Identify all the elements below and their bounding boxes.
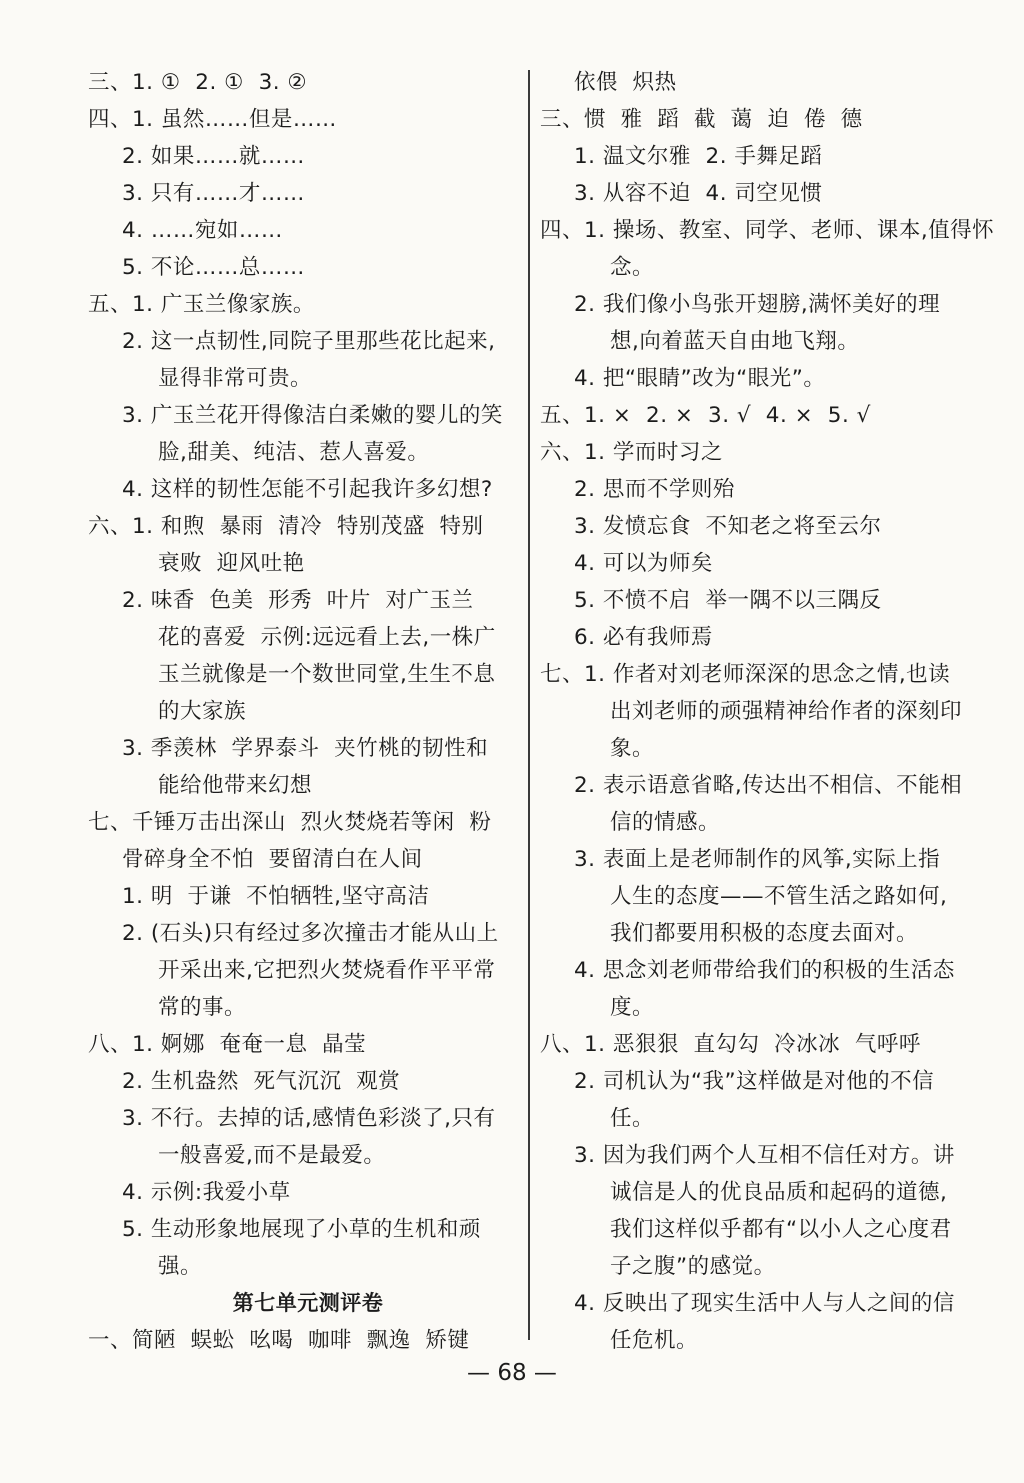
answer-line: 2. 我们像小鸟张开翅膀,满怀美好的理 [574,292,941,317]
answer-line: 2. 生机盎然 死气沉沉 观赏 [122,1069,401,1094]
answer-line: 度。 [610,995,655,1020]
answer-line: 3. 季羡林 学界泰斗 夹竹桃的韧性和 [122,736,489,761]
answer-line: 4. 反映出了现实生活中人与人之间的信 [574,1291,955,1316]
answer-line: 显得非常可贵。 [158,366,313,391]
answer-line: 3. 发愤忘食 不知老之将至云尔 [574,514,882,539]
answer-line: 想,向着蓝天自由地飞翔。 [610,329,860,354]
answer-line: 四、1. 操场、教室、同学、老师、课本,值得怀 [540,218,995,243]
answer-line: 我们这样似乎都有“以小人之心度君 [610,1217,952,1242]
answer-line: 3. 从容不迫 4. 司空见惯 [574,181,823,206]
answer-line: 2. 思而不学则殆 [574,477,735,502]
answer-line: 衰败 迎风吐艳 [158,551,305,576]
column-divider [528,70,530,1340]
answer-line: 任。 [610,1106,655,1131]
answer-line: 子之腹”的感觉。 [610,1254,776,1279]
answer-line: 强。 [158,1254,203,1279]
answer-line: 玉兰就像是一个数世同堂,生生不息 [158,662,496,687]
answer-line: 五、1. × 2. × 3. √ 4. × 5. √ [540,403,871,428]
answer-line: 七、1. 作者对刘老师深深的思念之情,也读 [540,662,951,687]
answer-line: 2. 司机认为“我”这样做是对他的不信 [574,1069,935,1094]
answer-line: 七、千锤万击出深山 烈火焚烧若等闲 粉 [88,810,492,835]
answer-line: 3. 表面上是老师制作的风筝,实际上指 [574,847,941,872]
answer-line: 一、简陋 蜈蚣 吆喝 咖啡 飘逸 矫键 [88,1328,470,1353]
answer-line: 信的情感。 [610,810,721,835]
answer-line: 4. ……宛如…… [122,218,283,243]
answer-line: 六、1. 学而时习之 [540,440,723,465]
answer-line: 2. (石头)只有经过多次撞击才能从山上 [122,921,499,946]
answer-line: 1. 明 于谦 不怕牺牲,坚守高洁 [122,884,430,909]
answer-line: 5. 不愤不启 举一隅不以三隅反 [574,588,882,613]
answer-line: 人生的态度——不管生活之路如何, [610,884,948,909]
answer-line: 3. 只有……才…… [122,181,305,206]
answer-line: 依偎 炽热 [574,70,677,95]
answer-line: 任危机。 [610,1328,699,1353]
answer-line: 三、惯 雅 蹈 截 蔼 迫 倦 德 [540,107,863,132]
answer-line: 三、1. ① 2. ① 3. ② [88,70,308,95]
answer-line: 2. 表示语意省略,传达出不相信、不能相 [574,773,963,798]
answer-line: 能给他带来幻想 [158,773,313,798]
answer-line: 4. 示例:我爱小草 [122,1180,291,1205]
answer-line: 五、1. 广玉兰像家族。 [88,292,315,317]
left-column [88,64,528,1359]
answer-line: 一般喜爱,而不是最爱。 [158,1143,386,1168]
right-column [540,64,995,1359]
section-heading: 第七单元测评卷 [232,1291,384,1315]
answer-line: 八、1. 恶狠狠 直勾勾 冷冰冰 气呼呼 [540,1032,921,1057]
answer-line: 开采出来,它把烈火焚烧看作平平常 [158,958,496,983]
answer-line: 的大家族 [158,699,247,724]
answer-line: 5. 生动形象地展现了小草的生机和顽 [122,1217,481,1242]
answer-line: 4. 这样的韧性怎能不引起我许多幻想? [122,477,493,502]
answer-line: 4. 把“眼睛”改为“眼光”。 [574,366,826,391]
answer-line: 4. 可以为师矣 [574,551,713,576]
answer-line: 脸,甜美、纯洁、惹人喜爱。 [158,440,430,465]
answer-line: 六、1. 和煦 暴雨 清冷 特别茂盛 特别 [88,514,484,539]
answer-line: 四、1. 虽然……但是…… [88,107,337,132]
answer-line: 我们都要用积极的态度去面对。 [610,921,919,946]
answer-line: 3. 不行。去掉的话,感情色彩淡了,只有 [122,1106,496,1131]
answer-line: 5. 不论……总…… [122,255,305,280]
answer-line: 6. 必有我师焉 [574,625,713,650]
answer-line: 花的喜爱 示例:远远看上去,一株广 [158,625,496,650]
answer-line: 念。 [610,255,655,280]
answer-line: 1. 温文尔雅 2. 手舞足蹈 [574,144,823,169]
answer-line: 骨碎身全不怕 要留清白在人间 [122,847,423,872]
answer-line: 2. 如果……就…… [122,144,305,169]
answer-line: 八、1. 婀娜 奄奄一息 晶莹 [88,1032,367,1057]
answer-line: 4. 思念刘老师带给我们的积极的生活态 [574,958,955,983]
answer-line: 出刘老师的顽强精神给作者的深刻印 [610,699,963,724]
answer-line: 常的事。 [158,995,247,1020]
answer-line: 3. 广玉兰花开得像洁白柔嫩的婴儿的笑 [122,403,503,428]
answer-line: 诚信是人的优良品质和起码的道德, [610,1180,948,1205]
answer-line: 象。 [610,736,655,761]
answer-line: 2. 这一点韧性,同院子里那些花比起来, [122,329,496,354]
answer-line: 2. 味香 色美 形秀 叶片 对广玉兰 [122,588,474,613]
answer-line: 3. 因为我们两个人互相不信任对方。讲 [574,1143,955,1168]
page-number: — 68 — [467,1360,557,1386]
